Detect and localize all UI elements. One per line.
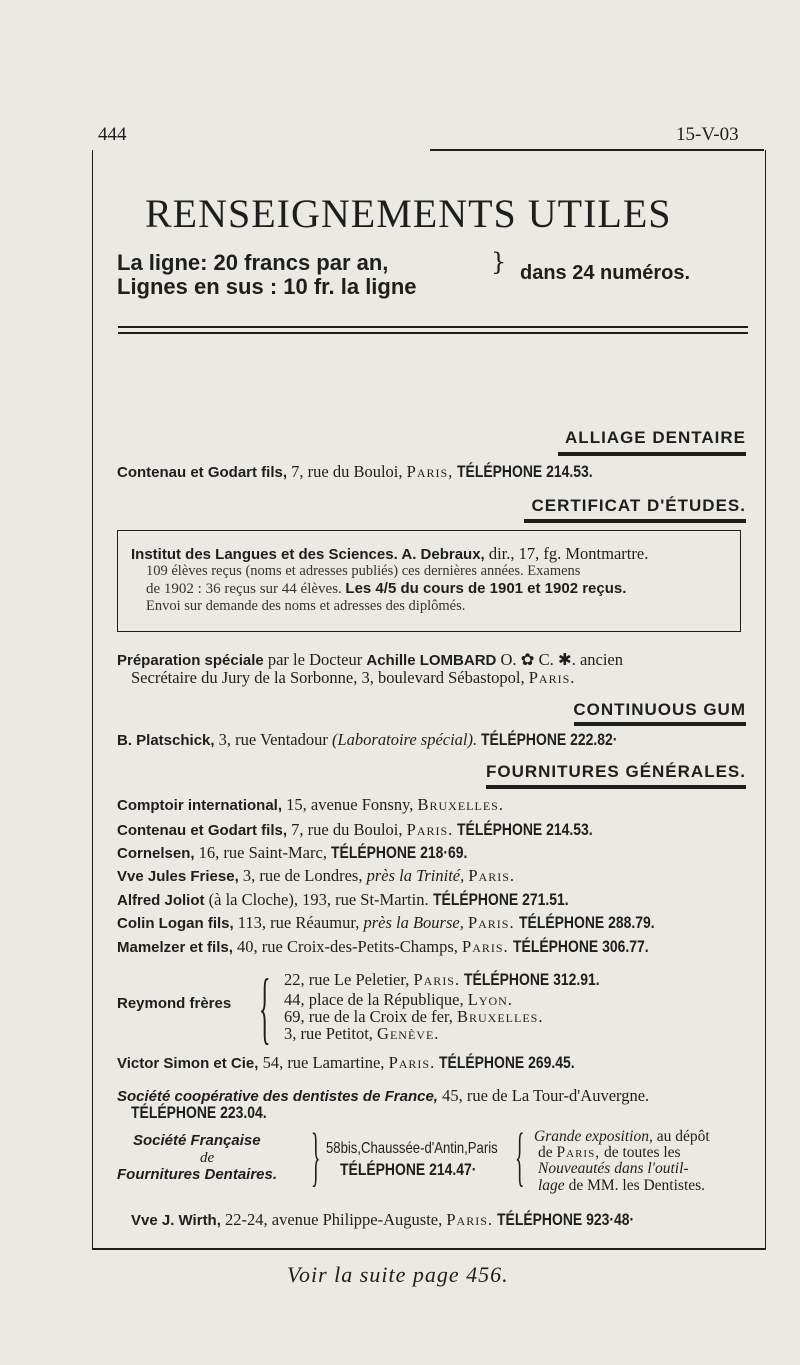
reymond-address: 44, place de la République, xyxy=(284,990,464,1009)
fournitures-note: près la Trinité, xyxy=(366,866,465,885)
sfd-mid-1 xyxy=(326,1140,535,1158)
fournitures-city: Paris. xyxy=(462,937,509,956)
fournitures-address: 16, rue Saint-Marc, xyxy=(198,843,327,862)
section-fournitures: FOURNITURES GÉNÉRALES. xyxy=(485,762,746,781)
pricing-right: dans 24 numéros. xyxy=(520,262,691,284)
pricing-brace-icon: } xyxy=(491,248,507,276)
sfd-name-3: Fournitures Dentaires. xyxy=(117,1166,278,1183)
fournitures-row-0 xyxy=(117,795,504,815)
continuous-tel: TÉLÉPHONE 222.82· xyxy=(481,730,618,749)
fournitures-tel: TÉLÉPHONE 306.77. xyxy=(512,937,649,956)
section-certificat-rule xyxy=(524,519,746,523)
fournitures-city: Bruxelles. xyxy=(417,795,504,814)
continued-note: Voir la suite page 456. xyxy=(287,1262,509,1287)
institut-line-2: 109 élèves reçus (noms et adresses publiés) ces dernières années. Examens xyxy=(146,563,581,579)
sfd-tel: TÉLÉPHONE 214.47· xyxy=(340,1160,477,1179)
reymond-brace-icon: { xyxy=(259,964,271,1052)
reymond-line-3 xyxy=(284,1024,439,1044)
cooperative-line-2 xyxy=(131,1103,296,1123)
institut-line-4: Envoi sur demande des noms et adresses des diplômés. xyxy=(146,598,466,614)
continuous-entry xyxy=(117,730,648,750)
fournitures-name: Vve Jules Friese, xyxy=(117,868,239,885)
preparation-rest: O. ✿ C. ✱. ancien xyxy=(500,650,624,669)
section-fournitures-rule xyxy=(486,785,746,789)
section-continuous: CONTINUOUS GUM xyxy=(573,700,746,719)
alliage-name: Contenau et Godart fils, xyxy=(117,464,288,481)
sfd-mid-2 xyxy=(340,1160,506,1180)
wirth-name: Vve J. Wirth, xyxy=(131,1212,221,1229)
fournitures-name: Contenau et Godart fils, xyxy=(117,822,288,839)
institut-line-1 xyxy=(131,544,648,564)
reymond-city: Bruxelles. xyxy=(456,1007,544,1026)
fournitures-city: Paris. xyxy=(406,820,454,839)
wirth-entry xyxy=(131,1210,664,1230)
fournitures-row-4 xyxy=(117,890,598,910)
reymond-line-0 xyxy=(284,970,630,990)
fournitures-row-1 xyxy=(117,820,623,840)
fournitures-row-5 xyxy=(117,913,684,933)
alliage-tel: TÉLÉPHONE 214.53. xyxy=(457,462,594,481)
cooperative-address: 45, rue de La Tour-d'Auvergne. xyxy=(442,1086,650,1105)
fournitures-address: 3, rue de Londres, xyxy=(242,866,363,885)
pricing-line-2: Lignes en sus : 10 fr. la ligne xyxy=(117,274,417,299)
preparation-line-2 xyxy=(131,668,575,688)
fournitures-city: Paris. xyxy=(467,913,515,932)
sfd-name-1: Société Française xyxy=(133,1132,261,1149)
sfd-address: 58bis,Chaussée-d'Antin,Paris xyxy=(326,1140,498,1157)
wirth-address: 22-24, avenue Philippe-Auguste, xyxy=(225,1210,443,1229)
issue-date: 15-V-03 xyxy=(676,124,739,145)
reymond-city: Paris. xyxy=(413,970,461,989)
section-alliage: ALLIAGE DENTAIRE xyxy=(565,428,746,447)
double-rule-bottom xyxy=(118,332,748,334)
double-rule-top xyxy=(118,326,748,328)
sfd-toutes: de toutes les xyxy=(603,1144,681,1161)
victor-tel: TÉLÉPHONE 269.45. xyxy=(439,1053,575,1072)
fournitures-city: Paris. xyxy=(468,866,516,885)
fournitures-name: Comptoir international, xyxy=(117,797,282,814)
continuous-lab: (Laboratoire spécial). xyxy=(332,730,478,749)
victor-entry xyxy=(117,1053,605,1073)
sfd-right-3: Nouveautés dans l'outil- xyxy=(538,1160,689,1177)
cooperative-name: Société coopérative des dentistes de France, xyxy=(117,1088,438,1105)
continuous-name: B. Platschick, xyxy=(117,732,215,749)
alliage-entry xyxy=(117,462,623,482)
preparation-title: Préparation spéciale xyxy=(117,652,264,669)
fournitures-address: 40, rue Croix-des-Petits-Champs, xyxy=(237,937,458,956)
victor-name: Victor Simon et Cie, xyxy=(117,1055,259,1072)
institut-line-3b: Les 4/5 du cours de 1901 et 1902 reçus. xyxy=(345,580,627,597)
sfd-right-4 xyxy=(538,1177,705,1195)
sfd-brace-right-icon: { xyxy=(515,1120,525,1193)
fournitures-tel: TÉLÉPHONE 218·69. xyxy=(331,843,468,862)
fournitures-name: Alfred Joliot xyxy=(117,892,205,909)
victor-city: Paris. xyxy=(388,1053,436,1072)
cooperative-tel: TÉLÉPHONE 223.04. xyxy=(131,1103,267,1122)
preparation-doctor: Achille LOMBARD xyxy=(366,652,497,669)
reymond-city: Genève. xyxy=(377,1024,440,1043)
sfd-depot: au dépôt xyxy=(656,1128,710,1145)
fournitures-row-3 xyxy=(117,866,515,886)
sfd-brace-left-icon: } xyxy=(311,1120,321,1193)
section-certificat: CERTIFICAT D'ÉTUDES. xyxy=(531,496,746,515)
section-continuous-rule xyxy=(574,722,746,726)
fournitures-address: 113, rue Réaumur, xyxy=(237,913,360,932)
preparation-line-1 xyxy=(117,650,623,670)
preparation-address: Secrétaire du Jury de la Sorbonne, 3, boulevard Sébastopol, xyxy=(131,668,525,687)
fournitures-address: 15, avenue Fonsny, xyxy=(286,795,414,814)
continuous-address: 3, rue Ventadour xyxy=(218,730,328,749)
reymond-address: 3, rue Petitot, xyxy=(284,1024,373,1043)
reymond-tel: TÉLÉPHONE 312.91. xyxy=(464,970,600,989)
page-number: 444 xyxy=(98,124,127,145)
sfd-de: de xyxy=(538,1144,553,1161)
fournitures-tel: TÉLÉPHONE 271.51. xyxy=(432,890,569,909)
preparation-city: Paris. xyxy=(528,668,576,687)
reymond-name: Reymond frères xyxy=(117,995,232,1012)
pricing-line-1: La ligne: 20 francs par an, xyxy=(117,250,389,275)
preparation-mid: par le Docteur xyxy=(267,650,363,669)
sfd-dentistes: de MM. les Dentistes. xyxy=(568,1177,706,1194)
fournitures-name: Cornelsen, xyxy=(117,845,195,862)
fournitures-name: Colin Logan fils, xyxy=(117,915,234,932)
fournitures-row-2 xyxy=(117,843,497,863)
sfd-lage: lage xyxy=(538,1177,565,1194)
reymond-address: 22, rue Le Peletier, xyxy=(284,970,410,989)
fournitures-tel: TÉLÉPHONE 214.53. xyxy=(457,820,594,839)
alliage-city: Paris, xyxy=(406,462,454,481)
institut-name: Institut des Langues et des Sciences. A. Debraux, xyxy=(131,546,485,563)
fournitures-address: (à la Cloche), 193, rue St-Martin. xyxy=(208,890,429,909)
fournitures-row-6 xyxy=(117,937,678,957)
fournitures-tel: TÉLÉPHONE 288.79. xyxy=(518,913,655,932)
sfd-name-2: de xyxy=(200,1150,215,1166)
fournitures-name: Mamelzer et fils, xyxy=(117,939,233,956)
wirth-tel: TÉLÉPHONE 923·48· xyxy=(497,1210,635,1229)
sfd-exposition: Grande exposition, xyxy=(534,1128,653,1145)
institut-dir: dir., 17, fg. Montmartre. xyxy=(488,544,649,563)
fournitures-note: près la Bourse, xyxy=(363,913,464,932)
sfd-city: Paris, xyxy=(556,1144,601,1161)
section-alliage-rule xyxy=(558,452,746,456)
institut-line-3 xyxy=(146,580,626,598)
page-title: RENSEIGNEMENTS UTILES xyxy=(145,191,672,236)
reymond-address: 69, rue de la Croix de fer, xyxy=(284,1007,453,1026)
victor-address: 54, rue Lamartine, xyxy=(262,1053,385,1072)
fournitures-address: 7, rue du Bouloi, xyxy=(291,820,403,839)
reymond-city: Lyon. xyxy=(467,990,513,1009)
alliage-address: 7, rue du Bouloi, xyxy=(291,462,403,481)
wirth-city: Paris. xyxy=(446,1210,494,1229)
institut-line-3a: de 1902 : 36 reçus sur 44 élèves. xyxy=(146,581,342,597)
